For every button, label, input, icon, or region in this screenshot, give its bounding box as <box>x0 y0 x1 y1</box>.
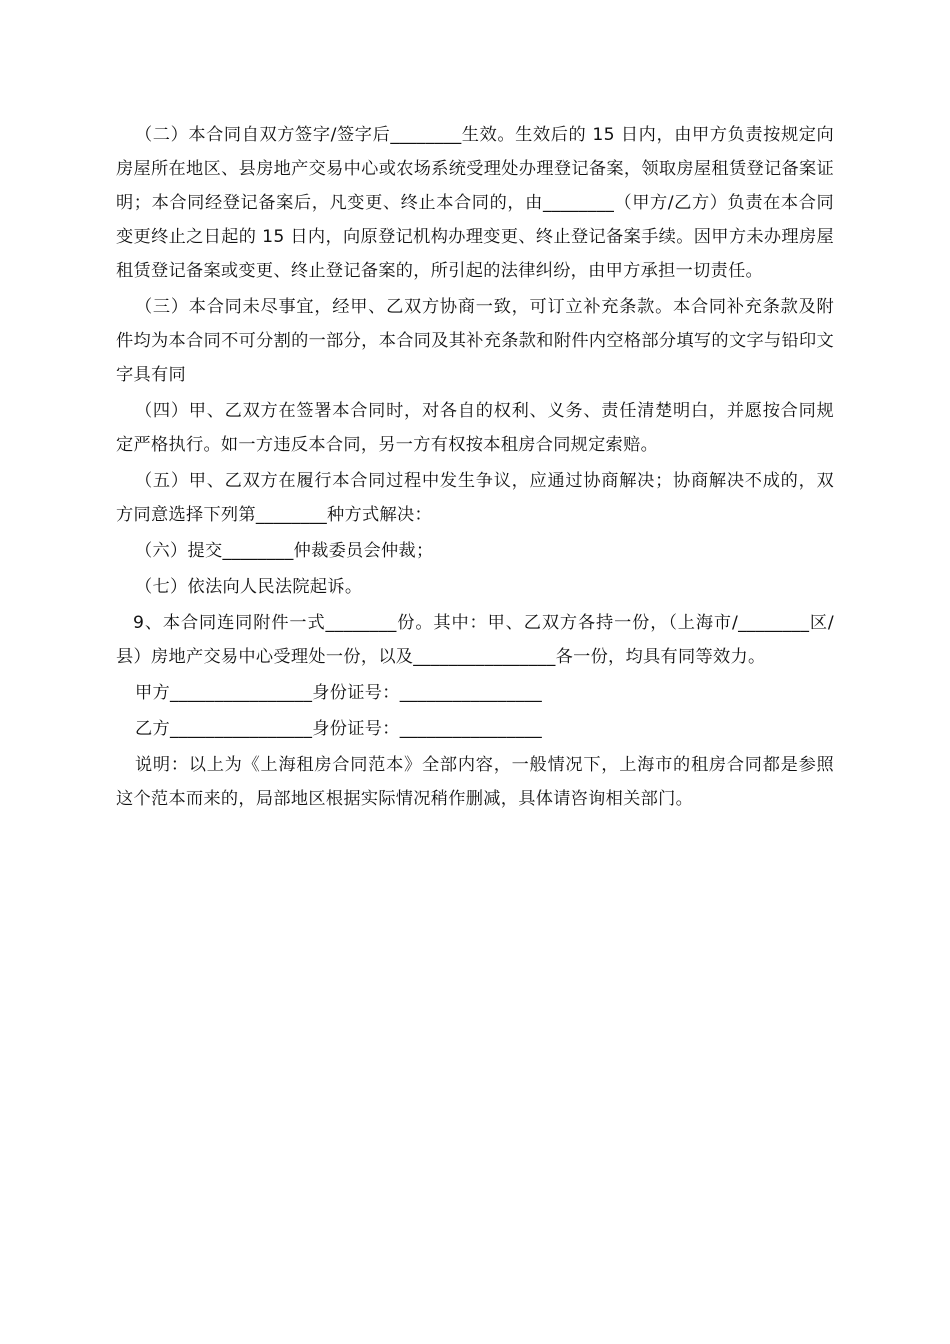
clause-5-paragraph: （五）甲、乙双方在履行本合同过程中发生争议，应通过协商解决；协商解决不成的，双方同意选择下列第________种方式解决： <box>116 471 834 525</box>
party-b-signature-line: 乙方________________身份证号：________________ <box>135 719 543 739</box>
explanation-note: 说明：以上为《上海租房合同范本》全部内容，一般情况下，上海市的租房合同都是参照这个范本而来的，局部地区根据实际情况稍作删减，具体请咨询相关部门。 <box>116 755 834 809</box>
clause-2-paragraph: （二）本合同自双方签字/签字后________生效。生效后的 15 日内，由甲方负责按规定向房屋所在地区、县房地产交易中心或农场系统受理处办理登记备案，领取房屋租赁登记备案证明；本合同经登记备案后，凡变更、终止本合同的，由________（甲方/乙方）负责在本合同变更终止之日起的 15 日内，向原登记机构办理变更、终止登记备案手续。因甲方未办理房屋租赁登记备案或变更、终止登记备案的，所引起的法律纠纷，由甲方承担一切责任。 <box>116 125 834 281</box>
contract-body <box>116 118 834 818</box>
clause-4-paragraph: （四）甲、乙双方在签署本合同时，对各自的权利、义务、责任清楚明白，并愿按合同规定严格执行。如一方违反本合同，另一方有权按本租房合同规定索赔。 <box>116 401 834 455</box>
clause-6-paragraph: （六）提交________仲裁委员会仲裁； <box>135 541 434 561</box>
article-9-paragraph: 9、本合同连同附件一式________份。其中：甲、乙双方各持一份，（上海市/________区/县）房地产交易中心受理处一份，以及________________各一份，均具有同等效力。 <box>116 613 834 667</box>
clause-3-paragraph: （三）本合同未尽事宜，经甲、乙双方协商一致，可订立补充条款。本合同补充条款及附件均为本合同不可分割的一部分，本合同及其补充条款和附件内空格部分填写的文字与铅印文字具有同 <box>116 297 834 385</box>
clause-7-paragraph: （七）依法向人民法院起诉。 <box>135 577 363 597</box>
party-a-signature-line: 甲方________________身份证号：________________ <box>135 683 543 703</box>
